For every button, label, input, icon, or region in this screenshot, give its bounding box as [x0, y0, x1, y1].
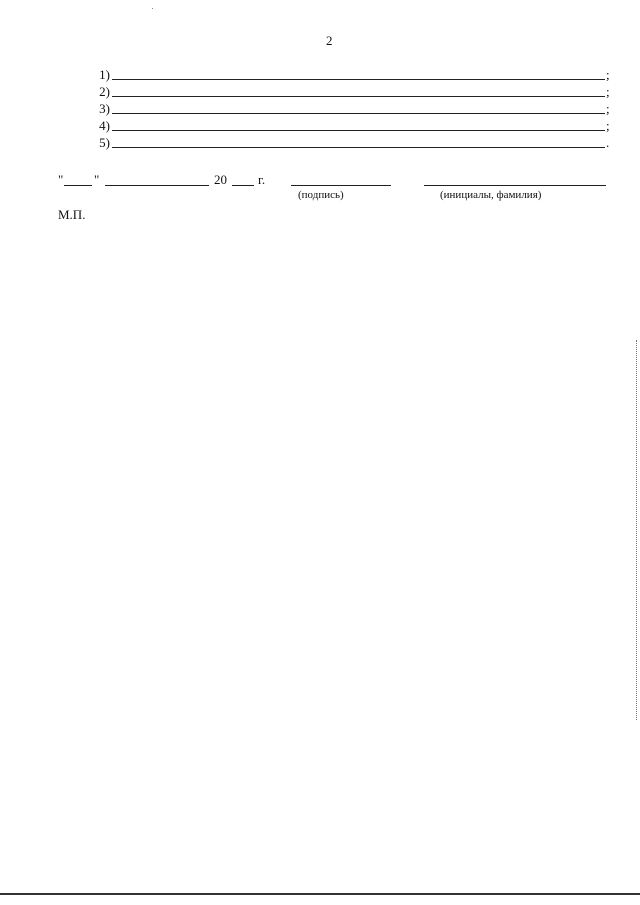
year-suffix: г. [258, 172, 266, 187]
list-item-blank-line [112, 96, 605, 97]
scan-bottom-edge [0, 893, 640, 895]
date-quote-close: " [94, 172, 100, 187]
page-number: 2 [326, 33, 333, 48]
list-item [92, 84, 612, 100]
date-quote-open: " [58, 172, 64, 187]
list-item-blank-line [112, 130, 605, 131]
list-item-blank-line [112, 113, 605, 114]
list-item-blank-line [112, 79, 605, 80]
list-item [92, 118, 612, 134]
list-item-terminator: ; [606, 67, 610, 82]
month-blank-line [105, 185, 209, 186]
scan-speck [152, 8, 153, 9]
list-item-number: 2) [99, 84, 110, 99]
name-caption: (инициалы, фамилия) [440, 189, 542, 201]
list-item [92, 67, 612, 83]
signature-caption: (подпись) [298, 189, 344, 201]
list-item-number: 3) [99, 101, 110, 116]
list-item-terminator: ; [606, 84, 610, 99]
list-item-blank-line [112, 147, 605, 148]
list-item [92, 135, 612, 151]
list-item-number: 1) [99, 67, 110, 82]
list-item-number: 4) [99, 118, 110, 133]
name-blank-line [424, 185, 606, 186]
list-item-terminator: . [606, 135, 610, 150]
list-item-terminator: ; [606, 101, 610, 116]
list-item-terminator: ; [606, 118, 610, 133]
scan-edge-artifact [636, 340, 637, 720]
list-item-number: 5) [99, 135, 110, 150]
year-prefix: 20 [214, 172, 227, 187]
list-item [92, 101, 612, 117]
date-signature-row [58, 172, 618, 190]
stamp-place-label: М.П. [58, 207, 86, 222]
year-blank-line [232, 185, 254, 186]
signature-blank-line [291, 185, 391, 186]
day-blank-line [64, 185, 92, 186]
